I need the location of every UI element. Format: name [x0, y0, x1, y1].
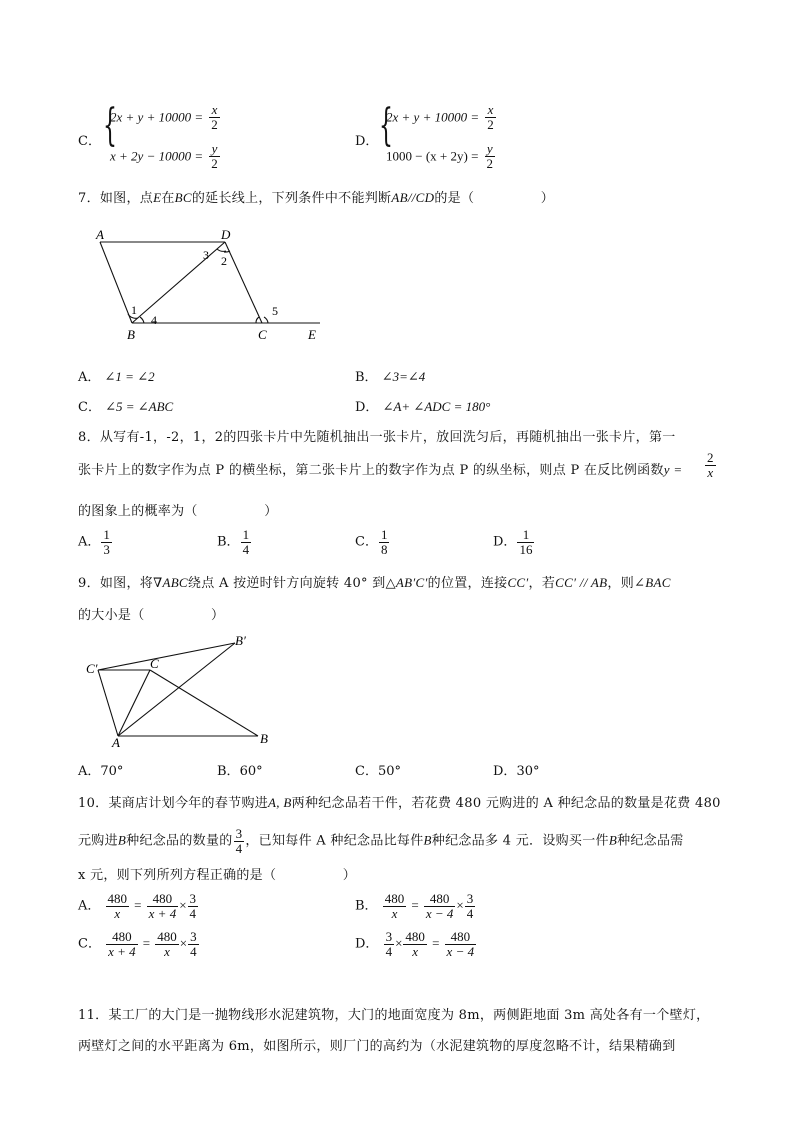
- q7-line-bd: [132, 242, 225, 323]
- q10-line-3: x 元，则下列所列方程正确的是（ ）: [78, 868, 357, 883]
- q6-option-d-eq2: [386, 142, 496, 170]
- q7-option-d: D． ∠A+ ∠ADC = 180°: [355, 399, 491, 415]
- q9-line-abp: [118, 643, 235, 736]
- q9-line-cb: [150, 670, 258, 736]
- q10-option-a: A． $\frac{480}{x}$ = $\frac{480}{x + 4}$ × $\frac{3}{4}$: [78, 891, 197, 921]
- q6-option-c-label: C．: [78, 134, 101, 149]
- q7-arc-3: [217, 249, 226, 251]
- q6-option-c-brace: {: [103, 100, 117, 151]
- q7-num-4: 4: [151, 313, 157, 327]
- q9-label-bp: B′: [235, 633, 246, 648]
- q8-option-b: B． $\frac{1}{4}$: [217, 527, 250, 557]
- q6-c-eq1-frac: $\frac{x}{2}$: [211, 102, 218, 132]
- q7-figure: [80, 222, 340, 347]
- q9-line-ac: [118, 670, 150, 736]
- q11-line-2: 两壁灯之间的水平距离为 6m，如图所示，则厂门的高约为（水泥建筑物的厚度忽略不计，结果精确到: [78, 1039, 676, 1054]
- q6-option-d-brace: {: [379, 100, 393, 151]
- q8-line-2: 张卡片上的数字作为点 P 的横坐标，第二张卡片上的数字作为点 P 的纵坐标，则点 P 在反比例函数y =: [78, 462, 683, 478]
- q9-line-acp: [98, 670, 118, 736]
- q7-option-c: C． ∠5 = ∠ABC: [78, 399, 174, 415]
- q7-line-ab: [100, 242, 132, 323]
- q10-option-c: C． $\frac{480}{x + 4}$ = $\frac{480}{x}$ × $\frac{3}{4}$: [78, 929, 197, 959]
- q10-line-2: 元购进B种纪念品的数量的 $\frac{3}{4}$ ，已知每件 A 种纪念品比每件B种纪念品多 4 元．设购买一件B种纪念品需: [78, 826, 684, 856]
- q7-option-b: B． ∠3=∠4: [355, 369, 426, 385]
- q9-label-a: A: [112, 735, 120, 748]
- q6-option-c-eq2: [110, 142, 221, 170]
- q7-option-a: A． ∠1 = ∠2: [78, 369, 155, 385]
- q7-line-dc: [225, 242, 262, 323]
- q7-num-5: 5: [272, 304, 278, 318]
- q7-stem: 7．如图，点E在BC的延长线上，下列条件中不能判断AB//CD的是（ ）: [78, 190, 555, 206]
- q7-label-b: B: [127, 327, 135, 342]
- q8-line-3: 的图象上的概率为（ ）: [78, 504, 278, 519]
- q10-option-d: D． $\frac{3}{4}$ × $\frac{480}{x}$ = $\frac{480}{x - 4}$: [355, 929, 475, 959]
- q7-label-d: D: [221, 227, 231, 242]
- q10-option-b: B． $\frac{480}{x}$ = $\frac{480}{x - 4}$ × $\frac{3}{4}$: [355, 891, 474, 921]
- q6-d-eq1-left: 2x + y + 10000 =: [386, 109, 480, 125]
- q8-option-a: A． $\frac{1}{3}$: [78, 527, 110, 557]
- q9-line-1: 9．如图，将∇ABC绕点 A 按逆时针方向旋转 40° 到△AB′C′的位置，连接CC′，若CC′ // AB，则∠BAC: [78, 575, 671, 591]
- q8-option-c: C． $\frac{1}{8}$: [355, 527, 388, 557]
- q9-label-cp: C′: [86, 661, 98, 676]
- q6-option-d-eq1: [386, 103, 497, 131]
- q7-label-e: E: [308, 327, 316, 342]
- q9-label-c: C: [150, 656, 159, 671]
- q9-option-d: D．30°: [493, 764, 540, 779]
- q8-option-d: D． $\frac{1}{16}$: [493, 527, 533, 557]
- q7-num-1: 1: [131, 303, 137, 317]
- q6-d-eq1-frac: $\frac{x}{2}$: [487, 102, 494, 132]
- q8-function-fraction: $\frac{2}{x}$: [707, 450, 714, 480]
- q7-label-a: A: [96, 227, 104, 242]
- q7-arc-5: [264, 317, 268, 323]
- q6-option-d-label: D．: [355, 134, 379, 149]
- q6-c-eq1-left: 2x + y + 10000 =: [110, 109, 204, 125]
- q6-c-eq2-left: x + 2y − 10000 =: [110, 148, 204, 164]
- q7-num-3: 3: [203, 248, 209, 262]
- q9-option-c: C．50°: [355, 764, 401, 779]
- q6-c-eq2-frac: $\frac{y}{2}$: [211, 141, 218, 171]
- q9-label-b: B: [260, 731, 268, 746]
- q11-line-1: 11．某工厂的大门是一抛物线形水泥建筑物，大门的地面宽度为 8m，两侧距地面 3m 高处各有一个壁灯，: [78, 1008, 710, 1023]
- q9-line-cpbp: [98, 643, 235, 670]
- q7-num-2: 2: [221, 254, 227, 268]
- q6-d-eq2-left: 1000 − (x + 2y) =: [386, 148, 479, 164]
- q10-line-1: 10．某商店计划今年的春节购进A, B两种纪念品若干件，若花费 480 元购进的 A 种纪念品的数量是花费 480: [78, 795, 721, 811]
- q6-d-eq2-frac: $\frac{y}{2}$: [486, 141, 493, 171]
- q9-option-b: B．60°: [217, 764, 263, 779]
- q6-option-c-eq1: [110, 103, 221, 131]
- q9-line-2: 的大小是（ ）: [78, 608, 225, 623]
- q9-option-a: A．70°: [78, 764, 124, 779]
- q8-line-1: 8．从写有-1，-2，1，2的四张卡片中先随机抽出一张卡片，放回洗匀后，再随机抽出一张卡片，第一: [78, 430, 676, 445]
- q7-arc-c: [256, 317, 259, 323]
- q7-label-c: C: [258, 327, 267, 342]
- q9-figure: [80, 628, 280, 748]
- q7-arc-4: [140, 317, 144, 323]
